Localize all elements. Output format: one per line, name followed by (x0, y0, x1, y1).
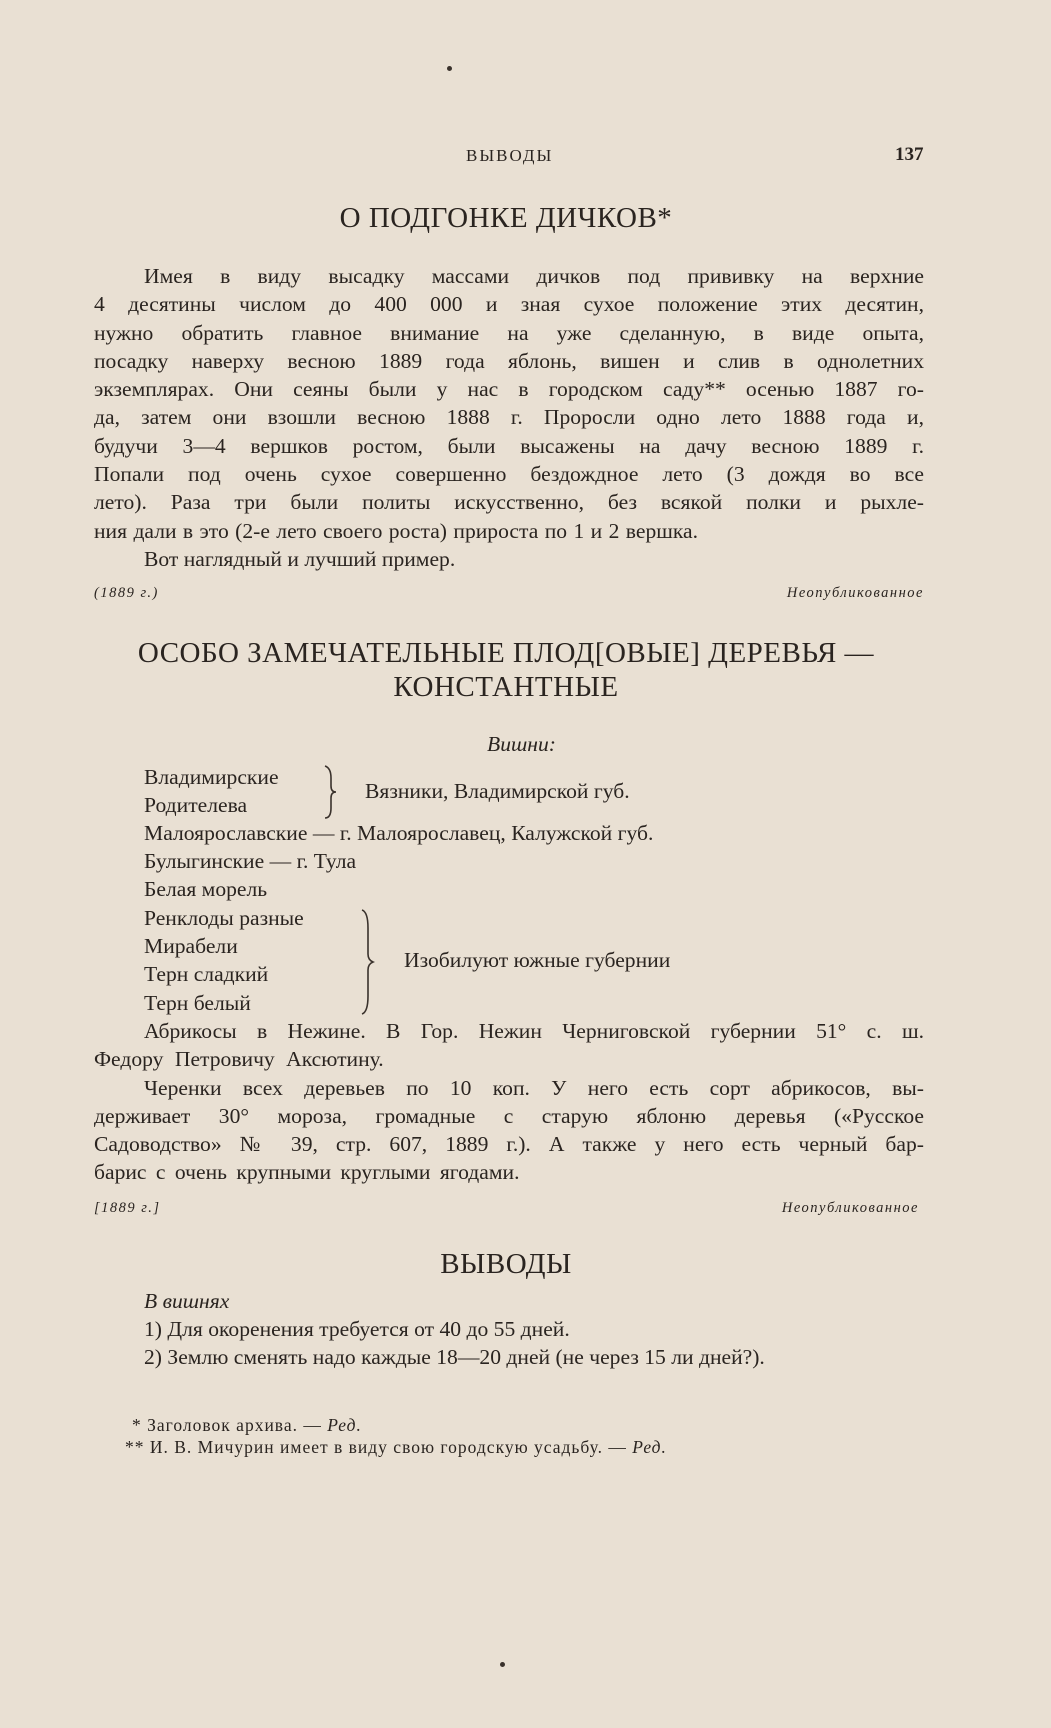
subheading-vishni: Вишни: (487, 732, 556, 756)
list-item: 1) Для окоренения требуется от 40 до 55 дней. (144, 1317, 570, 1342)
section-title-podgonka: О ПОДГОНКЕ ДИЧКОВ* (339, 202, 673, 234)
paragraph-line: ния дали в это (2-е лето своего роста) прироста по 1 и 2 вершка. (94, 518, 699, 543)
list-item: Родителева (144, 793, 248, 818)
group2-note: Изобилуют южные губернии (404, 948, 671, 972)
cherry-group2 (144, 904, 304, 1017)
paragraph-line: Федору Петровичу Аксютину. (94, 1047, 384, 1072)
brace-icon (359, 908, 375, 1016)
section-title-vyvody: ВЫВОДЫ (440, 1248, 572, 1280)
paragraph-line: держивает 30° мороза, громадные с старую яблоню деревья («Русское (94, 1103, 924, 1128)
date-note: (1889 г.) (94, 585, 159, 601)
list-item: Терн белый (144, 990, 251, 1015)
footnote-1 (132, 1414, 362, 1436)
footnote-editor: Ред. (632, 1437, 667, 1457)
paragraph-line: экземплярах. Они сеяны были у нас в городском саду** осенью 1887 го- (94, 377, 924, 402)
section-title-line2: КОНСТАНТНЫЕ (393, 671, 619, 703)
footnote-2 (125, 1436, 667, 1458)
brace-icon (321, 764, 337, 820)
date-note: [1889 г.] (94, 1200, 161, 1216)
list-item: 2) Землю сменять надо каждые 18—20 дней (не через 15 ли дней?). (144, 1345, 765, 1370)
paragraph-example: Вот наглядный и лучший пример. (144, 546, 456, 571)
paragraph-line: Черенки всех деревьев по 10 коп. У него есть сорт абрикосов, вы- (144, 1075, 924, 1100)
list-item: Ренклоды разные (144, 906, 304, 930)
footnote-text: * Заголовок архива. — (132, 1415, 328, 1435)
paragraph-line: 4 десятины числом до 400 000 и зная сухое положение этих десятин, (94, 292, 924, 317)
section2-signature (94, 1200, 919, 1220)
list-item: Владимирские (144, 765, 279, 789)
print-speck (447, 66, 452, 71)
subheading-v-vishnyah: В вишнях (144, 1289, 230, 1313)
running-head (0, 146, 1051, 170)
publication-status: Неопубликованное (781, 1200, 919, 1216)
section-title-line1: ОСОБО ЗАМЕЧАТЕЛЬНЫЕ ПЛОД[ОВЫЕ] ДЕРЕВЬЯ — (137, 637, 875, 669)
list-item: Терн сладкий (144, 962, 269, 987)
paragraph-line: да, затем они взошли весною 1888 г. Проросли одно лето 1888 года и, (94, 405, 924, 430)
section3-body (144, 1287, 765, 1372)
print-speck (500, 1662, 505, 1667)
paragraph-line: Садоводство» № 39, стр. 607, 1889 г.). А также у него есть черный бар- (94, 1132, 924, 1157)
paragraph-line: посадку наверху весною 1889 года яблонь, вишен и слив в однолетних (94, 348, 924, 373)
running-head-title: ВЫВОДЫ (466, 146, 554, 165)
section1-signature (94, 585, 924, 605)
cherry-group1 (144, 763, 279, 819)
cherry-list (144, 819, 653, 904)
list-item: Мирабели (144, 934, 238, 959)
group1-note: Вязники, Владимирской губ. (365, 779, 630, 803)
section2-body (94, 1017, 924, 1187)
paragraph-line: Имея в виду высадку массами дичков под прививку на верхние (144, 264, 924, 288)
list-item: Белая морель (144, 877, 268, 902)
paragraph-line: будучи 3—4 вершков ростом, были высажены на дачу весною 1889 г. (94, 433, 924, 458)
list-item: Булыгинские — г. Тула (144, 849, 357, 874)
section1-body (94, 262, 924, 573)
page-number: 137 (895, 144, 924, 165)
paragraph-line: лето). Раза три были политы искусственно, без всякой полки и рыхле- (94, 490, 924, 515)
paragraph-line: Абрикосы в Нежине. В Гор. Нежин Черниговской губернии 51° с. ш. (144, 1019, 924, 1043)
footnote-editor: Ред. (327, 1415, 362, 1435)
paragraph-line: Попали под очень сухое совершенно бездождное лето (3 дождя во все (94, 462, 924, 487)
paragraph-line: нужно обратить главное внимание на уже сделанную, в виде опыта, (94, 320, 924, 345)
publication-status: Неопубликованное (786, 585, 924, 601)
section-title-derevya (0, 636, 1012, 704)
paragraph-line: барис с очень крупными круглыми ягодами. (94, 1160, 520, 1185)
footnote-text: ** И. В. Мичурин имеет в виду свою городскую усадьбу. — (125, 1437, 633, 1457)
list-item: Малоярославские — г. Малоярославец, Калужской губ. (144, 821, 654, 845)
